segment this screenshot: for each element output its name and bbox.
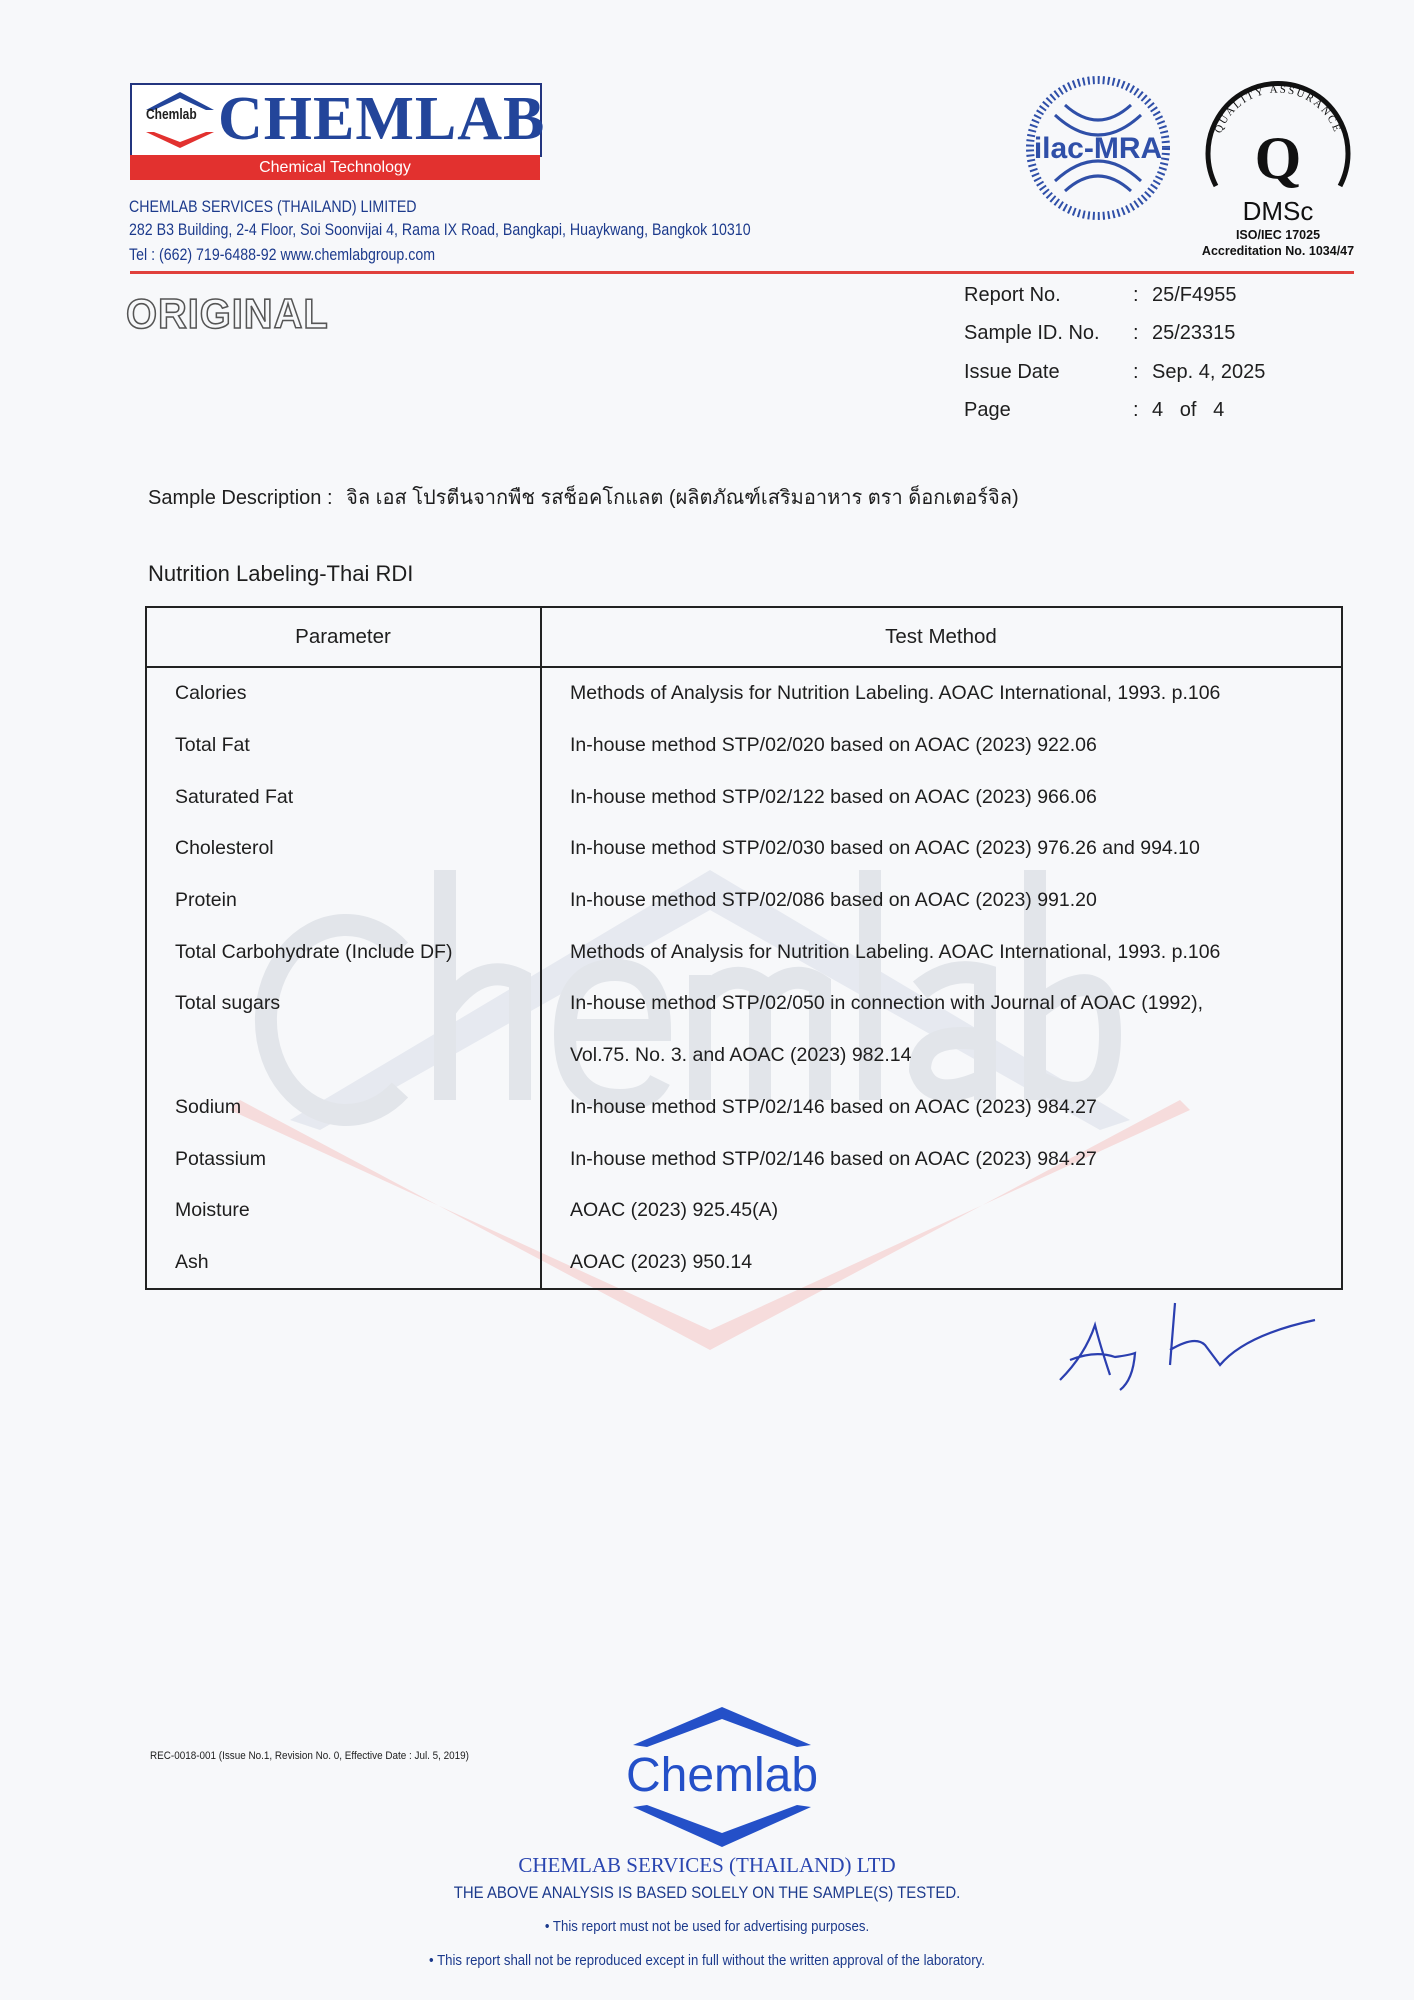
test-method-cell: In-house method STP/02/122 based on AOAC (2023) 966.06 xyxy=(570,785,1097,808)
svg-text:QUALITY ASSURANCE: QUALITY ASSURANCE xyxy=(1212,83,1344,136)
parameter-cell: Total Fat xyxy=(146,720,541,772)
dmsc-quality-assurance-logo xyxy=(1198,68,1358,228)
parameter-cell: Calories xyxy=(146,667,541,720)
seal-text: Chemlab xyxy=(625,1749,819,1802)
parameter-cell: Cholesterol xyxy=(146,823,541,875)
test-method-cell: Vol.75. No. 3. and AOAC (2023) 982.14 xyxy=(570,1044,912,1067)
logo-small-text: Chemlab xyxy=(146,106,197,123)
table-row xyxy=(146,1133,1342,1185)
colon: : xyxy=(1133,284,1139,306)
sample-description-value: จิล เอส โปรตีนจากพืช รสช็อคโกแลต (ผลิตภัณฑ์เสริมอาหาร ตรา ด็อกเตอร์จิล) xyxy=(346,487,1019,509)
parameter-cell: Moisture xyxy=(146,1185,541,1237)
issue-date-value: Sep. 4, 2025 xyxy=(1152,361,1266,383)
parameter-cell: Sodium xyxy=(146,1082,541,1134)
test-method-cell: In-house method STP/02/050 in connection with Journal of AOAC (1992), xyxy=(570,992,1204,1015)
table-row xyxy=(146,926,1342,978)
footer-note-advertising: • This report must not be used for advertising purposes. xyxy=(544,1918,870,1935)
table-header-row xyxy=(146,607,1342,667)
colon: : xyxy=(1133,361,1139,383)
header-parameter: Parameter xyxy=(146,607,541,667)
parameter-cell: Saturated Fat xyxy=(146,771,541,823)
page-value: 4 of 4 xyxy=(1152,399,1225,421)
test-method-table xyxy=(145,606,1343,1290)
table-row xyxy=(146,875,1342,927)
parameter-cell: Total sugars xyxy=(146,978,541,1030)
footer-note-reproduction: • This report shall not be reproduced except in full without the written approval of the laboratory. xyxy=(429,1952,985,1969)
parameter-cell: Protein xyxy=(146,875,541,927)
original-stamp: ORIGINAL xyxy=(126,290,329,337)
table-row xyxy=(146,1185,1342,1237)
form-reference: REC-0018-001 (Issue No.1, Revision No. 0, Effective Date : Jul. 5, 2019) xyxy=(150,1750,469,1762)
table-row xyxy=(146,720,1342,772)
test-method-cell: In-house method STP/02/030 based on AOAC (2023) 976.26 and 994.10 xyxy=(570,837,1200,860)
ilac-mra-logo xyxy=(1025,75,1171,221)
parameter-cell: Ash xyxy=(146,1237,541,1290)
report-no-value: 25/F4955 xyxy=(1152,284,1237,306)
table-row xyxy=(146,978,1342,1030)
test-method-cell: In-house method STP/02/146 based on AOAC (2023) 984.27 xyxy=(570,1147,1097,1170)
header-test-method: Test Method xyxy=(541,607,1342,667)
test-method-cell: In-house method STP/02/086 based on AOAC (2023) 991.20 xyxy=(570,889,1097,912)
footer-note-analysis: THE ABOVE ANALYSIS IS BASED SOLELY ON THE SAMPLE(S) TESTED. xyxy=(453,1883,961,1902)
colon: : xyxy=(1133,322,1139,344)
signature xyxy=(1055,1295,1325,1395)
sample-id-label: Sample ID. No. xyxy=(964,322,1100,344)
colon: : xyxy=(1133,399,1139,421)
footer-company: CHEMLAB SERVICES (THAILAND) LTD xyxy=(518,1853,896,1877)
ilac-text: ilac-MRA xyxy=(1033,132,1163,165)
test-method-cell: Methods of Analysis for Nutrition Labeling. AOAC International, 1993. p.106 xyxy=(570,682,1221,705)
parameter-cell: Potassium xyxy=(146,1133,541,1185)
table-row xyxy=(146,1030,1342,1082)
company-address: 282 B3 Building, 2-4 Floor, Soi Soonvijai 4, Rama IX Road, Bangkapi, Huaykwang, Bangkok 10310 xyxy=(129,221,751,239)
company-name: CHEMLAB SERVICES (THAILAND) LIMITED xyxy=(129,198,417,216)
table-row xyxy=(146,823,1342,875)
accreditation-number: Accreditation No. 1034/47 xyxy=(1201,244,1355,258)
page-label: Page xyxy=(964,399,1011,421)
test-method-cell: AOAC (2023) 925.45(A) xyxy=(570,1199,779,1222)
sample-description-label: Sample Description : xyxy=(148,487,333,509)
parameter-cell xyxy=(146,1030,541,1082)
company-contact: Tel : (662) 719-6488-92 www.chemlabgroup.com xyxy=(129,246,436,264)
section-title: Nutrition Labeling-Thai RDI xyxy=(148,561,414,586)
logo-tagline: Chemical Technology xyxy=(130,155,540,180)
table-row xyxy=(146,771,1342,823)
issue-date-label: Issue Date xyxy=(964,361,1060,383)
header-divider xyxy=(130,271,1354,274)
iso-standard: ISO/IEC 17025 xyxy=(1235,228,1321,242)
logo-wordmark: CHEMLAB xyxy=(218,85,546,153)
parameter-cell: Total Carbohydrate (Include DF) xyxy=(146,926,541,978)
report-no-label: Report No. xyxy=(964,284,1061,306)
table-row xyxy=(146,667,1342,720)
table-row xyxy=(146,1237,1342,1290)
svg-text:DMSc: DMSc xyxy=(1242,196,1314,226)
test-method-cell: In-house method STP/02/020 based on AOAC (2023) 922.06 xyxy=(570,734,1097,757)
test-method-cell: AOAC (2023) 950.14 xyxy=(570,1250,753,1273)
chemlab-seal xyxy=(625,1705,820,1850)
sample-id-value: 25/23315 xyxy=(1152,322,1236,344)
test-method-cell: Methods of Analysis for Nutrition Labeling. AOAC International, 1993. p.106 xyxy=(570,940,1221,963)
test-method-cell: In-house method STP/02/146 based on AOAC (2023) 984.27 xyxy=(570,1095,1097,1118)
svg-text:Q: Q xyxy=(1254,125,1302,191)
table-row xyxy=(146,1082,1342,1134)
sample-description xyxy=(148,481,1019,513)
